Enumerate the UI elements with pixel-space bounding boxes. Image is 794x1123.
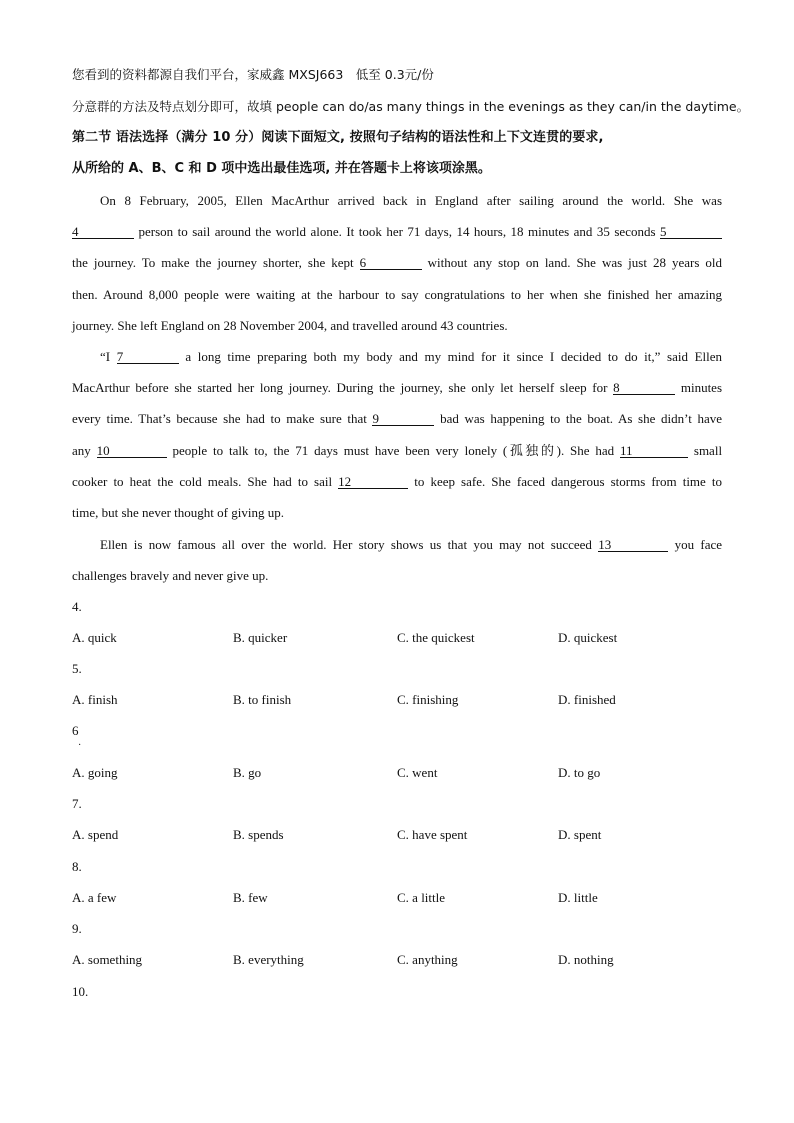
option-c[interactable]: C. finishing <box>397 692 459 707</box>
passage-p2-line6: time, but she never thought of giving up. <box>72 505 284 520</box>
option-a[interactable]: A. something <box>72 952 143 967</box>
section-title-line2: 从所给的 A、B、C 和 D 项中选出最佳选项, 并在答题卡上将该项涂黑。 <box>72 161 491 176</box>
passage-p1-line2: 4 person to sail around the world alone. It took her 71 days, 14 hours, 18 minutes and 35 seconds 5 <box>72 224 722 240</box>
blank-10: 10 <box>97 444 167 458</box>
blank-12: 12 <box>338 475 408 489</box>
option-c[interactable]: C. anything <box>397 952 458 967</box>
option-b[interactable]: B. go <box>233 765 262 780</box>
answer-note: 分意群的方法及特点划分即可，故填 people can do/as many things in the evenings as they can/in the daytime。 <box>72 99 750 114</box>
option-d[interactable]: D. quickest <box>558 630 618 645</box>
passage-p2-line1: “I 7 a long time preparing both my body and my mind for it since I decided to do it,” said Ellen <box>100 349 723 364</box>
question-number: 10. <box>72 984 89 999</box>
option-c[interactable]: C. the quickest <box>397 630 475 645</box>
option-d[interactable]: D. spent <box>558 827 602 842</box>
header-note: 您看到的资料都源自我们平台，家威鑫 MXSJ663 低至 0.3元/份 <box>72 67 434 82</box>
section-title-line1: 第二节 语法选择（满分 10 分）阅读下面短文, 按照句子结构的语法性和上下文连贯的要求, <box>72 130 604 145</box>
option-a[interactable]: A. finish <box>72 692 118 707</box>
question-number: 4. <box>72 599 82 614</box>
option-d[interactable]: D. little <box>558 890 598 905</box>
passage-p3-line2: challenges bravely and never give up. <box>72 568 269 583</box>
passage-p2-line2: MacArthur before she started her long journey. During the journey, she only let herself sleep for 8 minutes <box>72 380 723 395</box>
option-a[interactable]: A. spend <box>72 827 119 842</box>
passage-p2-line3: every time. That’s because she had to make sure that 9 bad was happening to the boat. As she didn’t have <box>72 411 723 426</box>
option-a[interactable]: A. a few <box>72 890 117 905</box>
question-number: 7. <box>72 796 82 811</box>
option-c[interactable]: C. went <box>397 765 438 780</box>
passage-p1-line5: journey. She left England on 28 November 2004, and travelled around 43 countries. <box>72 318 508 333</box>
question-number: 9. <box>72 921 82 936</box>
blank-5: 5 <box>660 225 722 239</box>
passage-p3-line1: Ellen is now famous all over the world. Her story shows us that you may not succeed 13 you face <box>100 537 723 552</box>
option-d[interactable]: D. to go <box>558 765 601 780</box>
option-c[interactable]: C. a little <box>397 890 446 905</box>
blank-6: 6 <box>360 256 422 270</box>
blank-8: 8 <box>613 381 675 395</box>
blank-4: 4 <box>72 225 134 239</box>
passage-p2-line4: any 10 people to talk to, the 71 days must have been very lonely (孤独的). She had 11 small <box>72 443 723 458</box>
passage-p2-line5: cooker to heat the cold meals. She had to sail 12 to keep safe. She faced dangerous storms from time to <box>72 474 722 489</box>
blank-7: 7 <box>117 350 179 364</box>
blank-11: 11 <box>620 444 688 458</box>
option-d[interactable]: D. nothing <box>558 952 614 967</box>
passage-p1-line3: the journey. To make the journey shorter, she kept 6 without any stop on land. She was just 28 years old <box>72 255 723 270</box>
passage-p1-line4: then. Around 8,000 people were waiting at the harbour to say congratulations to her when she finished her amazing <box>72 287 722 302</box>
option-a[interactable]: A. going <box>72 765 118 780</box>
blank-13: 13 <box>598 538 668 552</box>
question-number: 8. <box>72 859 82 874</box>
option-c[interactable]: C. have spent <box>397 827 468 842</box>
option-b[interactable]: B. spends <box>233 827 284 842</box>
option-d[interactable]: D. finished <box>558 692 616 707</box>
question-number: 6 <box>72 723 79 738</box>
blank-9: 9 <box>372 412 434 426</box>
option-a[interactable]: A. quick <box>72 630 117 645</box>
option-b[interactable]: B. quicker <box>233 630 288 645</box>
option-b[interactable]: B. to finish <box>233 692 292 707</box>
question-number: 5. <box>72 661 82 676</box>
option-b[interactable]: B. few <box>233 890 268 905</box>
option-b[interactable]: B. everything <box>233 952 304 967</box>
stray-dot: · <box>78 740 82 751</box>
passage-p1-line1: On 8 February, 2005, Ellen MacArthur arrived back in England after sailing around the world. She was <box>100 193 722 208</box>
